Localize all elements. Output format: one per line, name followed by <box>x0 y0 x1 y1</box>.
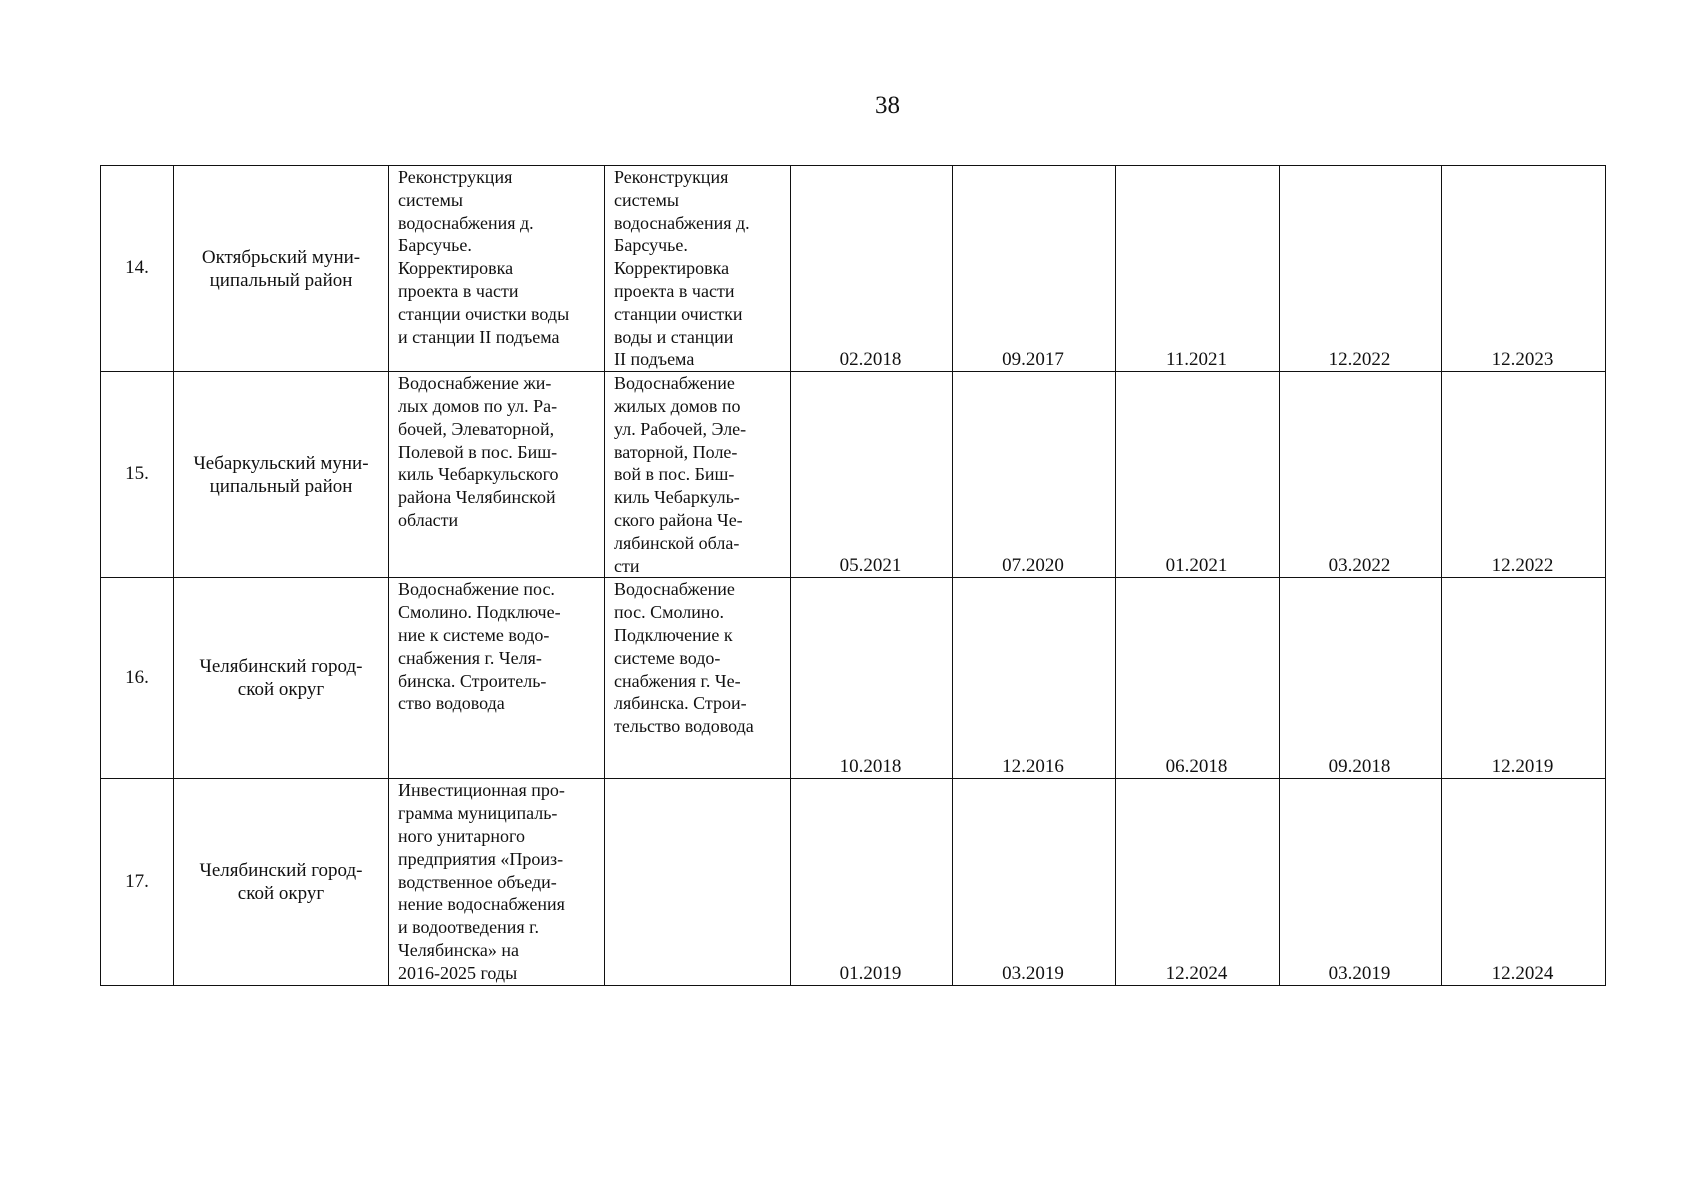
page-number: 38 <box>875 92 900 119</box>
desc-line: вой в пос. Биш- <box>614 464 735 485</box>
desc-line: района Челябинской <box>398 487 556 508</box>
desc-line: Водоснабжение жи- <box>398 373 552 394</box>
project-description-cell <box>389 779 605 985</box>
desc-line: Водоснабжение <box>614 373 735 394</box>
date-cell: 09.2017 <box>953 166 1116 372</box>
organization-cell <box>174 372 389 578</box>
date-cell: 10.2018 <box>791 578 953 779</box>
desc-line: водоснабжения д. <box>614 212 750 233</box>
desc-line: киль Чебаркульского <box>398 464 559 485</box>
date-cell: 11.2021 <box>1116 166 1280 372</box>
table-row <box>101 779 1606 985</box>
date-cell: 12.2016 <box>953 578 1116 779</box>
date-cell: 03.2022 <box>1280 372 1442 578</box>
desc-line: системы <box>398 189 463 210</box>
organization-cell <box>174 578 389 779</box>
org-line: ской округ <box>237 882 325 904</box>
date-cell: 03.2019 <box>1280 779 1442 985</box>
date-cell: 12.2022 <box>1280 166 1442 372</box>
desc-line: снабжения г. Че- <box>614 670 741 691</box>
desc-line: Водоснабжение пос. <box>398 579 555 600</box>
project-description-cell <box>605 166 791 372</box>
date-cell: 07.2020 <box>953 372 1116 578</box>
row-number: 17. <box>101 779 174 985</box>
desc-line: Смолино. Подключе- <box>398 602 561 623</box>
desc-line: ного унитарного <box>398 825 525 846</box>
desc-line: Реконструкция <box>398 167 513 187</box>
desc-line: ского района Че- <box>614 509 743 530</box>
project-description-cell <box>605 779 791 985</box>
desc-line: грамма муниципаль- <box>398 803 558 824</box>
desc-line: области <box>398 509 459 530</box>
date-cell: 05.2021 <box>791 372 953 578</box>
desc-line: системе водо- <box>614 647 721 668</box>
project-description-cell <box>389 372 605 578</box>
desc-line: водственное объеди- <box>398 871 557 892</box>
desc-line: предприятия «Произ- <box>398 848 564 869</box>
desc-line: станции очистки воды <box>398 303 570 324</box>
desc-line: киль Чебаркуль- <box>614 487 740 508</box>
desc-line: и станции II подъема <box>398 326 560 347</box>
desc-line: Реконструкция <box>614 167 729 187</box>
organization-cell <box>174 779 389 985</box>
desc-line: 2016-2025 годы <box>398 962 518 983</box>
date-cell: 12.2024 <box>1442 779 1606 985</box>
desc-line: проекта в части <box>614 280 735 301</box>
desc-line: Барсучье. <box>398 235 472 256</box>
project-description-cell <box>389 578 605 779</box>
desc-line: станции очистки <box>614 303 743 324</box>
desc-line: бочей, Элеваторной, <box>398 418 555 439</box>
desc-line: жилых домов по <box>614 395 741 416</box>
desc-line: проекта в части <box>398 280 519 301</box>
row-number: 15. <box>101 372 174 578</box>
table-row <box>101 372 1606 578</box>
desc-line: лябинска. Строи- <box>614 693 747 714</box>
desc-line: лых домов по ул. Ра- <box>398 395 558 416</box>
desc-line: пос. Смолино. <box>614 602 724 623</box>
org-line: ципальный район <box>209 475 353 497</box>
date-cell: 06.2018 <box>1116 578 1280 779</box>
desc-line: Корректировка <box>398 258 514 279</box>
date-cell: 12.2022 <box>1442 372 1606 578</box>
desc-line: сти <box>614 555 640 576</box>
desc-line: ул. Рабочей, Эле- <box>614 418 747 439</box>
desc-line: Подключение к <box>614 624 733 645</box>
date-cell: 03.2019 <box>953 779 1116 985</box>
date-cell: 01.2021 <box>1116 372 1280 578</box>
desc-line: снабжения г. Челя- <box>398 647 542 668</box>
desc-line: II подъема <box>614 349 695 370</box>
desc-line: Водоснабжение <box>614 579 735 600</box>
row-number: 16. <box>101 578 174 779</box>
table-row <box>101 578 1606 779</box>
desc-line: Полевой в пос. Биш- <box>398 441 558 462</box>
desc-line: лябинской обла- <box>614 532 740 553</box>
org-line: Челябинский город- <box>199 656 363 678</box>
desc-line: ваторной, Поле- <box>614 441 738 462</box>
date-cell: 12.2024 <box>1116 779 1280 985</box>
desc-line: Корректировка <box>614 258 730 279</box>
org-line: Челябинский город- <box>199 859 363 881</box>
row-number: 14. <box>101 166 174 372</box>
org-line: Чебаркульский муни- <box>193 452 369 474</box>
org-line: ципальный район <box>209 269 353 291</box>
project-description-cell <box>389 166 605 372</box>
desc-line: системы <box>614 189 679 210</box>
desc-line: Инвестиционная про- <box>398 780 565 801</box>
date-cell: 12.2023 <box>1442 166 1606 372</box>
desc-line: ство водовода <box>398 693 505 714</box>
project-description-cell <box>605 372 791 578</box>
desc-line: тельство водовода <box>614 716 754 737</box>
organization-cell <box>174 166 389 372</box>
desc-line: бинска. Строитель- <box>398 670 547 691</box>
date-cell: 02.2018 <box>791 166 953 372</box>
table-row <box>101 166 1606 372</box>
desc-line: нение водоснабжения <box>398 894 565 915</box>
project-description-cell <box>605 578 791 779</box>
desc-line: Барсучье. <box>614 235 688 256</box>
org-line: Октябрьский муни- <box>201 246 361 268</box>
desc-line: и водоотведения г. <box>398 917 539 938</box>
date-cell: 09.2018 <box>1280 578 1442 779</box>
date-cell: 12.2019 <box>1442 578 1606 779</box>
org-line: ской округ <box>237 679 325 701</box>
projects-table <box>100 165 1606 986</box>
desc-line: ние к системе водо- <box>398 624 550 645</box>
date-cell: 01.2019 <box>791 779 953 985</box>
desc-line: водоснабжения д. <box>398 212 534 233</box>
desc-line: Челябинска» на <box>398 939 519 960</box>
desc-line: воды и станции <box>614 326 734 347</box>
